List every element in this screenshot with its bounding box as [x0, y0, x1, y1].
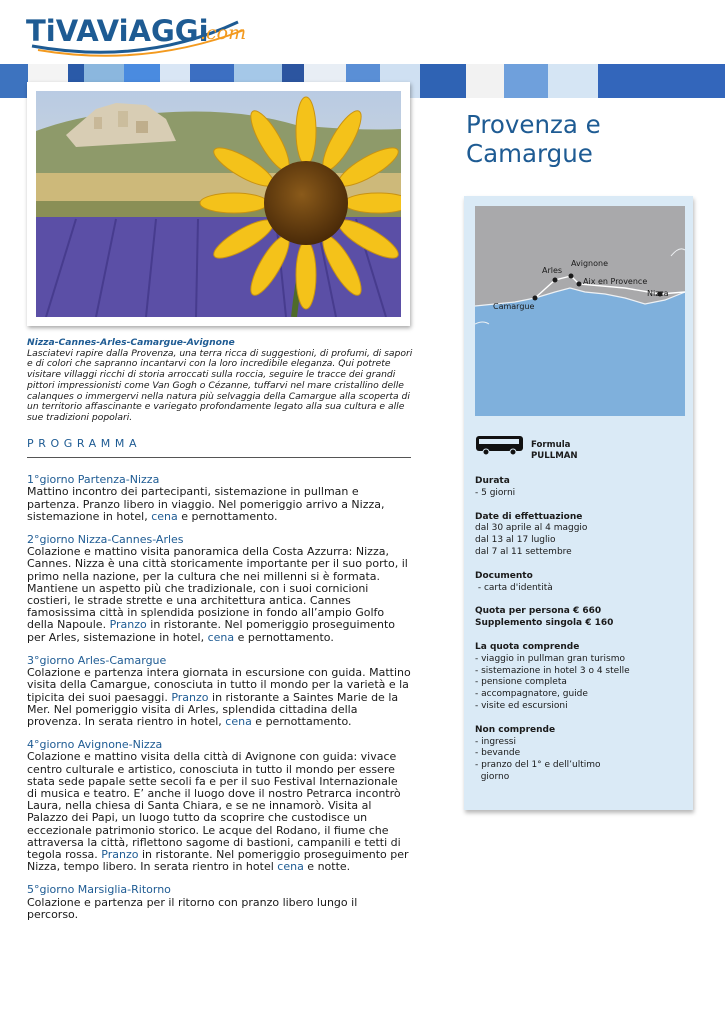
info-panel [464, 196, 693, 810]
band-segment [466, 64, 504, 98]
page-title: Provenza e Camargue [466, 110, 601, 168]
day-text: in ristorante. Nel pomeriggio proseguimento per Nizza, tempo libero. In serata rientro in hotel [27, 848, 409, 874]
date-item: dal 13 al 17 luglio [475, 535, 556, 546]
hero-photo [27, 82, 410, 326]
map-label-nizza: Nizza [647, 289, 669, 298]
band-segment [420, 64, 466, 98]
band-segment [0, 64, 28, 98]
day-text: e pernottamento. [177, 509, 278, 523]
sunflower-lavender-image [36, 91, 401, 317]
day-title: 5°giorno Marsiglia-Ritorno [27, 883, 171, 897]
comprende-item: - sistemazione in hotel 3 o 4 stelle [475, 665, 630, 676]
map-label-avignone: Avignone [571, 259, 608, 268]
intro-description: Lasciatevi rapire dalla Provenza, una terra ricca di suggestioni, di profumi, di sapori e di colori che sapranno incantarvi con la loro incredibile eleganza. Qui potrete visitare villaggi ricchi di storia arroccati sulla roccia, seguire le tracce dei grandi pittori impressionisti come Van Gogh o Cézanne, tuffarvi nel mare cristallino delle calanques o immergervi nella natura più selvaggia della Camargue alla scoperta di un territorio affascinante e variegato profondamente legato alla sua cultura e alle sue tradizioni popolari. [27, 347, 413, 423]
meal-highlight: Pranzo [171, 690, 209, 704]
meal-highlight: cena [151, 509, 178, 523]
day-item [27, 655, 411, 728]
trip-info [475, 476, 689, 784]
day-description [27, 897, 411, 921]
band-segment [598, 64, 725, 98]
meal-highlight: Pranzo [109, 618, 147, 632]
comprende-item: - visite ed escursioni [475, 700, 568, 711]
formula-label: Formula [531, 440, 571, 450]
comprende-item: - viaggio in pullman gran turismo [475, 653, 625, 664]
quota-price: Quota per persona € 660 [475, 606, 602, 617]
date-item: dal 7 al 11 settembre [475, 546, 572, 557]
meal-highlight: Pranzo [101, 848, 139, 862]
day-text: Colazione e partenza intera giornata in escursione con guida. Mattino visita della Camargue, conosciuta in tutto il mondo per la varietà e la tipicita dei suoi paesaggi. [27, 666, 411, 704]
day-text: e pernottamento. [234, 630, 334, 644]
formula-block [475, 434, 690, 474]
documento-value: - carta d'identità [475, 582, 553, 593]
date-item: dal 30 aprile al 4 maggio [475, 523, 588, 534]
route-label: Nizza-Cannes-Arles-Camargue-Avignone [27, 337, 235, 348]
programma-heading: PROGRAMMA [27, 437, 411, 458]
non-comprende-label: Non comprende [475, 724, 556, 735]
day-title: 2°giorno Nizza-Cannes-Arles [27, 532, 184, 546]
day-text: in ristorante a Saintes Marie de la Mer. Nel pomeriggio visita di Arles, splendida cittadina della provenza. In serata rientro in hotel, [27, 690, 399, 728]
map-label-aix: Aix en Provence [583, 277, 648, 286]
comprende-item: - accompagnatore, guide [475, 689, 588, 700]
day-description [27, 751, 411, 873]
non-comprende-item: - ingressi [475, 736, 516, 747]
day-description [27, 667, 411, 728]
logo-text: TiVAViAGGi [26, 14, 209, 48]
day-text: Colazione e mattino visita della città di Avignone con guida: vivace centro culturale e artistico, conosciuta in tutto il mondo per essere stata sede papale sette secoli fa e per il suo Festival Internazionale di musica e teatro. E’ anche il luogo dove il nostro Petrarca incontrò Laura, nella chiesa di Santa Chiara, e se ne innamorò. Visita al Palazzo dei Papi, un luogo tutto da scoprire che custodisce un eccezionale patrimonio storico. Le acque del Rodano, il fiume che attraversa la città, riflettono sagome di bastioni, campanili e tetti di tegola rossa. [27, 750, 401, 862]
logo-suffix: .com [200, 22, 247, 44]
day-text: e pernottamento. [251, 714, 352, 728]
intro-text [27, 338, 417, 424]
day-description [27, 486, 411, 523]
day-text: Colazione e partenza per il ritorno con pranzo libero lungo il percorso. [27, 895, 358, 921]
brand-logo[interactable] [24, 8, 264, 60]
formula-value: PULLMAN [531, 451, 578, 461]
meal-highlight: cena [225, 714, 252, 728]
bus-icon [475, 434, 525, 456]
documento-label: Documento [475, 570, 533, 581]
day-text: in ristorante. Nel pomeriggio proseguimento per Arles, sistemazione in hotel, [27, 618, 396, 644]
day-item [27, 739, 411, 873]
day-title: 3°giorno Arles-Camargue [27, 653, 167, 667]
day-text: e notte. [303, 860, 351, 874]
durata-value: - 5 giorni [475, 487, 516, 498]
non-comprende-item: giorno [475, 771, 510, 782]
non-comprende-item: - bevande [475, 748, 521, 759]
comprende-label: La quota comprende [475, 641, 580, 652]
day-item [27, 474, 411, 523]
map-label-arles: Arles [542, 266, 563, 275]
supplemento-price: Supplemento singola € 160 [475, 618, 614, 629]
date-label: Date di effettuazione [475, 511, 583, 522]
comprende-item: - pensione completa [475, 677, 567, 688]
band-segment [548, 64, 598, 98]
itinerary [27, 474, 411, 932]
map-label-camargue: Camargue [493, 302, 535, 311]
day-description [27, 546, 411, 644]
day-item [27, 884, 411, 921]
durata-label: Durata [475, 476, 510, 486]
band-segment [504, 64, 548, 98]
meal-highlight: cena [277, 860, 304, 874]
route-map [475, 206, 685, 416]
day-item [27, 534, 411, 644]
non-comprende-item: - pranzo del 1° e dell’ultimo [475, 760, 601, 771]
meal-highlight: cena [207, 630, 235, 644]
day-text: Colazione e mattino visita panoramica della Costa Azzurra: Nizza, Cannes. Nizza è una città storicamente importante per il suo porto, il primo nella nazione, per la cultura che nei millenni si è formata. Mantiene un aspetto più che tradizionale, con i suoi cornicioni costieri, le strade strette e una architettura antica. Cannes famosissima città in splendida posizione in fondo all’ampio Golfo della Napoule. [27, 545, 408, 632]
day-text: Mattino incontro dei partecipanti, sistemazione in pullman e partenza. Pranzo libero in viaggio. Nel pomeriggio arrivo a Nizza, sistemazione in hotel, [27, 485, 385, 523]
day-title: 1°giorno Partenza-Nizza [27, 473, 160, 486]
day-title: 4°giorno Avignone-Nizza [27, 738, 163, 752]
